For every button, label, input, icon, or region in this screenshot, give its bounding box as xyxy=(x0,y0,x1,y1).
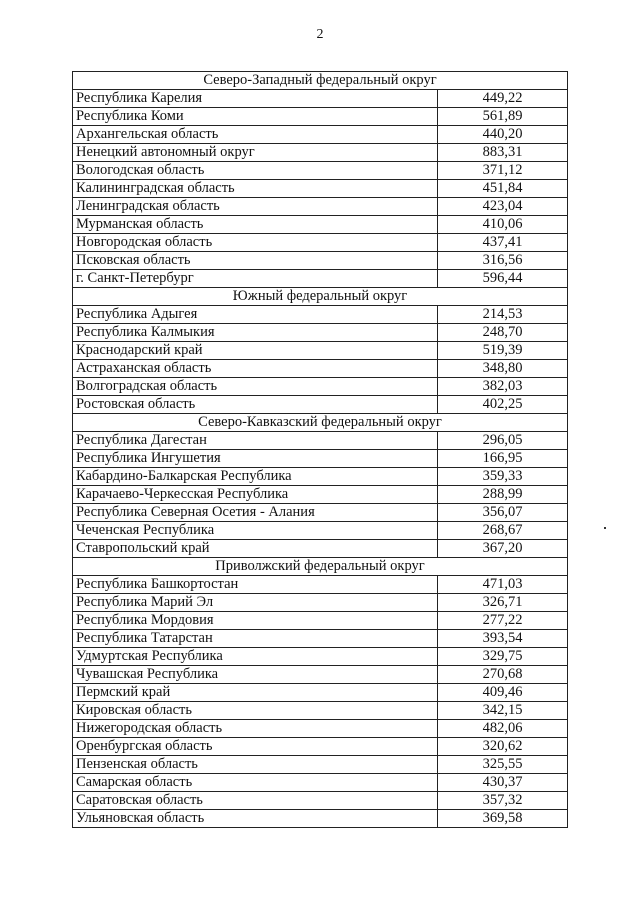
region-value: 410,06 xyxy=(438,216,568,234)
table-row xyxy=(73,684,568,702)
table-row xyxy=(73,180,568,198)
region-name: Республика Калмыкия xyxy=(73,324,438,342)
region-value: 449,22 xyxy=(438,90,568,108)
table-row xyxy=(73,450,568,468)
region-name: Кабардино-Балкарская Республика xyxy=(73,468,438,486)
table-row xyxy=(73,324,568,342)
region-value: 883,31 xyxy=(438,144,568,162)
table-row xyxy=(73,612,568,630)
region-value: 402,25 xyxy=(438,396,568,414)
region-value: 482,06 xyxy=(438,720,568,738)
region-value: 451,84 xyxy=(438,180,568,198)
region-value: 268,67 xyxy=(438,522,568,540)
region-name: Ленинградская область xyxy=(73,198,438,216)
table-row xyxy=(73,90,568,108)
region-name: Псковская область xyxy=(73,252,438,270)
region-name: Пермский край xyxy=(73,684,438,702)
table-row xyxy=(73,576,568,594)
table-row xyxy=(73,432,568,450)
region-name: Ростовская область xyxy=(73,396,438,414)
region-name: Чувашская Республика xyxy=(73,666,438,684)
table-row xyxy=(73,270,568,288)
region-name: Республика Марий Эл xyxy=(73,594,438,612)
region-name: Саратовская область xyxy=(73,792,438,810)
region-name: Нижегородская область xyxy=(73,720,438,738)
region-name: Карачаево-Черкесская Республика xyxy=(73,486,438,504)
district-header-row xyxy=(73,414,568,432)
regional-values-table xyxy=(72,71,568,828)
region-value: 371,12 xyxy=(438,162,568,180)
district-name: Северо-Западный федеральный округ xyxy=(73,72,568,90)
district-header-row xyxy=(73,558,568,576)
scan-artifact-dot xyxy=(604,527,606,529)
region-value: 356,07 xyxy=(438,504,568,522)
region-value: 316,56 xyxy=(438,252,568,270)
table-row xyxy=(73,630,568,648)
region-name: г. Санкт-Петербург xyxy=(73,270,438,288)
region-value: 519,39 xyxy=(438,342,568,360)
table-row xyxy=(73,108,568,126)
region-name: Оренбургская область xyxy=(73,738,438,756)
table-row xyxy=(73,126,568,144)
region-value: 270,68 xyxy=(438,666,568,684)
region-value: 166,95 xyxy=(438,450,568,468)
table-row xyxy=(73,360,568,378)
region-value: 440,20 xyxy=(438,126,568,144)
table-row xyxy=(73,792,568,810)
table-row xyxy=(73,342,568,360)
region-value: 423,04 xyxy=(438,198,568,216)
region-name: Ульяновская область xyxy=(73,810,438,828)
region-name: Архангельская область xyxy=(73,126,438,144)
table-row xyxy=(73,774,568,792)
table-row xyxy=(73,486,568,504)
region-value: 359,33 xyxy=(438,468,568,486)
region-value: 348,80 xyxy=(438,360,568,378)
region-name: Калининградская область xyxy=(73,180,438,198)
table-row xyxy=(73,396,568,414)
table-row xyxy=(73,306,568,324)
region-value: 342,15 xyxy=(438,702,568,720)
region-name: Республика Мордовия xyxy=(73,612,438,630)
district-header-row xyxy=(73,72,568,90)
region-name: Республика Башкортостан xyxy=(73,576,438,594)
region-name: Чеченская Республика xyxy=(73,522,438,540)
table-row xyxy=(73,720,568,738)
region-name: Краснодарский край xyxy=(73,342,438,360)
table-row xyxy=(73,504,568,522)
region-value: 288,99 xyxy=(438,486,568,504)
region-value: 430,37 xyxy=(438,774,568,792)
region-value: 214,53 xyxy=(438,306,568,324)
region-name: Республика Дагестан xyxy=(73,432,438,450)
table-row xyxy=(73,522,568,540)
page-number: 2 xyxy=(316,27,324,42)
region-name: Астраханская область xyxy=(73,360,438,378)
region-name: Республика Ингушетия xyxy=(73,450,438,468)
table-row xyxy=(73,234,568,252)
region-value: 277,22 xyxy=(438,612,568,630)
region-value: 296,05 xyxy=(438,432,568,450)
table-row xyxy=(73,738,568,756)
region-name: Ненецкий автономный округ xyxy=(73,144,438,162)
table-row xyxy=(73,666,568,684)
table-row xyxy=(73,648,568,666)
region-value: 471,03 xyxy=(438,576,568,594)
region-value: 369,58 xyxy=(438,810,568,828)
region-value: 393,54 xyxy=(438,630,568,648)
region-name: Республика Северная Осетия - Алания xyxy=(73,504,438,522)
region-value: 596,44 xyxy=(438,270,568,288)
table-row xyxy=(73,378,568,396)
region-name: Республика Адыгея xyxy=(73,306,438,324)
table-row xyxy=(73,540,568,558)
region-name: Ставропольский край xyxy=(73,540,438,558)
table-row xyxy=(73,594,568,612)
region-value: 357,32 xyxy=(438,792,568,810)
region-value: 409,46 xyxy=(438,684,568,702)
region-name: Удмуртская Республика xyxy=(73,648,438,666)
district-name: Южный федеральный округ xyxy=(73,288,568,306)
district-name: Северо-Кавказский федеральный округ xyxy=(73,414,568,432)
region-value: 320,62 xyxy=(438,738,568,756)
region-name: Пензенская область xyxy=(73,756,438,774)
region-name: Республика Карелия xyxy=(73,90,438,108)
region-value: 382,03 xyxy=(438,378,568,396)
region-value: 367,20 xyxy=(438,540,568,558)
table-row xyxy=(73,216,568,234)
table-row xyxy=(73,756,568,774)
district-name: Приволжский федеральный округ xyxy=(73,558,568,576)
table-row xyxy=(73,144,568,162)
region-name: Республика Татарстан xyxy=(73,630,438,648)
region-name: Самарская область xyxy=(73,774,438,792)
table-row xyxy=(73,252,568,270)
region-name: Волгоградская область xyxy=(73,378,438,396)
district-header-row xyxy=(73,288,568,306)
region-name: Новгородская область xyxy=(73,234,438,252)
region-value: 329,75 xyxy=(438,648,568,666)
table-row xyxy=(73,198,568,216)
region-name: Мурманская область xyxy=(73,216,438,234)
region-name: Вологодская область xyxy=(73,162,438,180)
table-row xyxy=(73,702,568,720)
region-value: 437,41 xyxy=(438,234,568,252)
table-row xyxy=(73,810,568,828)
region-name: Республика Коми xyxy=(73,108,438,126)
region-value: 561,89 xyxy=(438,108,568,126)
region-value: 326,71 xyxy=(438,594,568,612)
region-name: Кировская область xyxy=(73,702,438,720)
region-value: 248,70 xyxy=(438,324,568,342)
region-value: 325,55 xyxy=(438,756,568,774)
table-row xyxy=(73,468,568,486)
table-row xyxy=(73,162,568,180)
